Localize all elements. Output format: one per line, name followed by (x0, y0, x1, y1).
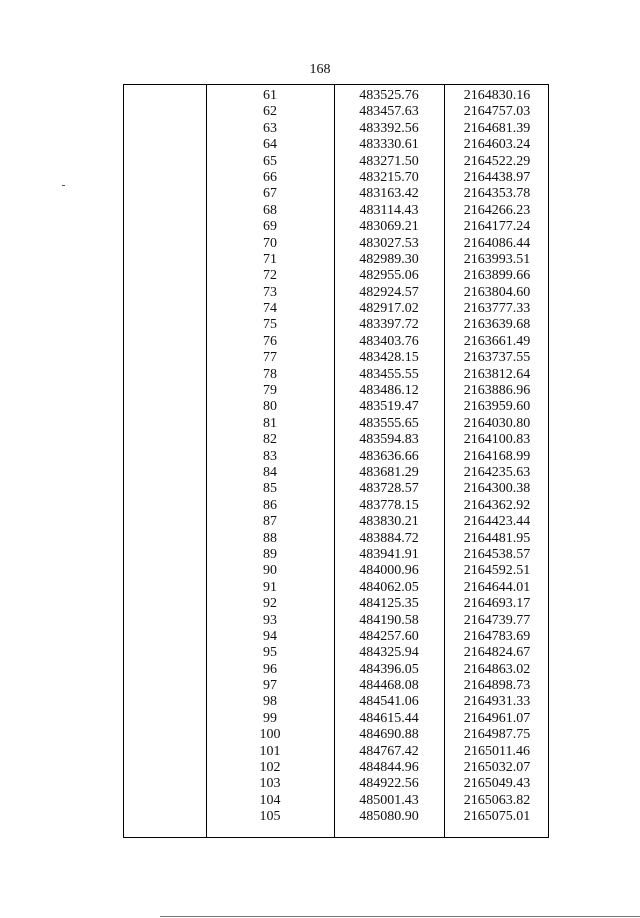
table-row (124, 88, 548, 104)
x-coordinate-cell: 483392.56 (359, 120, 419, 136)
scan-mark (62, 185, 65, 186)
y-coordinate-cell: 2164235.63 (463, 464, 531, 480)
coordinates-table (123, 84, 549, 838)
table-row (124, 285, 548, 301)
table-row (124, 809, 548, 825)
table-row (124, 416, 548, 432)
y-coordinate-cell: 2164898.73 (463, 678, 531, 694)
vertex-number-cell: 72 (263, 268, 277, 284)
y-coordinate-cell: 2164739.77 (463, 612, 531, 628)
vertex-number-cell: 90 (263, 563, 277, 579)
table-row (124, 252, 548, 268)
vertex-number-cell: 82 (263, 432, 277, 448)
vertex-number-cell: 93 (263, 612, 277, 628)
y-coordinate-cell: 2164266.23 (463, 202, 531, 218)
x-coordinate-cell: 484844.96 (359, 760, 419, 776)
vertex-number-cell: 94 (263, 628, 277, 644)
y-coordinate-cell: 2164863.02 (463, 661, 531, 677)
vertex-number-cell: 95 (263, 645, 277, 661)
x-coordinate-cell: 482955.06 (359, 268, 419, 284)
vertex-number-cell: 98 (263, 694, 277, 710)
vertex-number-cell: 99 (263, 710, 277, 726)
vertex-number-cell: 62 (263, 104, 277, 120)
table-row (124, 563, 548, 579)
table-row (124, 629, 548, 645)
table-row (124, 694, 548, 710)
table-row (124, 711, 548, 727)
x-coordinate-cell: 483330.61 (359, 137, 419, 153)
vertex-number-cell: 86 (263, 497, 277, 513)
y-coordinate-cell: 2164030.80 (463, 415, 531, 431)
x-coordinate-cell: 482917.02 (359, 301, 419, 317)
vertex-number-cell: 67 (263, 186, 277, 202)
table-row (124, 170, 548, 186)
vertex-number-cell: 100 (259, 727, 281, 743)
y-coordinate-cell: 2165063.82 (463, 792, 531, 808)
y-coordinate-cell: 2163886.96 (463, 383, 531, 399)
y-coordinate-cell: 2164353.78 (463, 186, 531, 202)
x-coordinate-cell: 483830.21 (359, 514, 419, 530)
vertex-number-cell: 63 (263, 120, 277, 136)
x-coordinate-cell: 482989.30 (359, 251, 419, 267)
table-row (124, 580, 548, 596)
x-coordinate-cell: 484922.56 (359, 776, 419, 792)
vertex-number-cell: 78 (263, 366, 277, 382)
table-row (124, 662, 548, 678)
table-row (124, 678, 548, 694)
table-row (124, 514, 548, 530)
x-coordinate-cell: 484767.42 (359, 743, 419, 759)
vertex-number-cell: 97 (263, 678, 277, 694)
y-coordinate-cell: 2163993.51 (463, 251, 531, 267)
vertex-number-cell: 75 (263, 317, 277, 333)
vertex-number-cell: 85 (263, 481, 277, 497)
table-row (124, 219, 548, 235)
y-coordinate-cell: 2163959.60 (463, 399, 531, 415)
x-coordinate-cell: 484690.88 (359, 727, 419, 743)
table-row (124, 236, 548, 252)
vertex-number-cell: 79 (263, 383, 277, 399)
x-coordinate-cell: 483778.15 (359, 497, 419, 513)
table-body (124, 88, 548, 826)
x-coordinate-cell: 484000.96 (359, 563, 419, 579)
vertex-number-cell: 91 (263, 579, 277, 595)
table-row (124, 137, 548, 153)
vertex-number-cell: 80 (263, 399, 277, 415)
y-coordinate-cell: 2164423.44 (463, 514, 531, 530)
vertex-number-cell: 96 (263, 661, 277, 677)
vertex-number-cell: 92 (263, 596, 277, 612)
vertex-number-cell: 64 (263, 137, 277, 153)
x-coordinate-cell: 484615.44 (359, 710, 419, 726)
vertex-number-cell: 68 (263, 202, 277, 218)
x-coordinate-cell: 484190.58 (359, 612, 419, 628)
x-coordinate-cell: 483397.72 (359, 317, 419, 333)
x-coordinate-cell: 483884.72 (359, 530, 419, 546)
x-coordinate-cell: 484125.35 (359, 596, 419, 612)
table-row (124, 498, 548, 514)
table-row (124, 760, 548, 776)
vertex-number-cell: 105 (259, 809, 281, 825)
table-row (124, 449, 548, 465)
x-coordinate-cell: 483069.21 (359, 219, 419, 235)
table-row (124, 465, 548, 481)
y-coordinate-cell: 2165011.46 (464, 743, 530, 759)
y-coordinate-cell: 2163661.49 (463, 333, 531, 349)
y-coordinate-cell: 2164757.03 (463, 104, 531, 120)
y-coordinate-cell: 2165049.43 (463, 776, 531, 792)
table-row (124, 547, 548, 563)
table-row (124, 645, 548, 661)
table-row (124, 727, 548, 743)
y-coordinate-cell: 2164592.51 (463, 563, 531, 579)
y-coordinate-cell: 2164481.95 (463, 530, 531, 546)
y-coordinate-cell: 2163804.60 (463, 284, 531, 300)
table-row (124, 744, 548, 760)
vertex-number-cell: 71 (263, 251, 277, 267)
vertex-number-cell: 77 (263, 350, 277, 366)
vertex-number-cell: 101 (259, 743, 281, 759)
x-coordinate-cell: 484062.05 (359, 579, 419, 595)
vertex-number-cell: 66 (263, 169, 277, 185)
y-coordinate-cell: 2165075.01 (463, 809, 531, 825)
y-coordinate-cell: 2163639.68 (463, 317, 531, 333)
vertex-number-cell: 89 (263, 546, 277, 562)
vertex-number-cell: 65 (263, 153, 277, 169)
table-row (124, 317, 548, 333)
x-coordinate-cell: 484468.08 (359, 678, 419, 694)
x-coordinate-cell: 483681.29 (359, 464, 419, 480)
table-row (124, 399, 548, 415)
y-coordinate-cell: 2164438.97 (463, 169, 531, 185)
y-coordinate-cell: 2164830.16 (463, 88, 531, 103)
x-coordinate-cell: 484325.94 (359, 645, 419, 661)
vertex-number-cell: 83 (263, 448, 277, 464)
table-row (124, 350, 548, 366)
vertex-number-cell: 102 (259, 760, 281, 776)
x-coordinate-cell: 483519.47 (359, 399, 419, 415)
table-row (124, 432, 548, 448)
x-coordinate-cell: 483428.15 (359, 350, 419, 366)
y-coordinate-cell: 2164522.29 (463, 153, 531, 169)
table-row (124, 367, 548, 383)
page-number: 168 (309, 62, 331, 77)
x-coordinate-cell: 484396.05 (359, 661, 419, 677)
x-coordinate-cell: 483941.91 (359, 546, 419, 562)
y-coordinate-cell: 2163777.33 (463, 301, 531, 317)
vertex-number-cell: 81 (263, 415, 277, 431)
x-coordinate-cell: 483027.53 (359, 235, 419, 251)
y-coordinate-cell: 2164987.75 (463, 727, 531, 743)
table-row (124, 121, 548, 137)
y-coordinate-cell: 2164931.33 (463, 694, 531, 710)
x-coordinate-cell: 483525.76 (359, 88, 419, 103)
x-coordinate-cell: 483555.65 (359, 415, 419, 431)
y-coordinate-cell: 2164603.24 (463, 137, 531, 153)
y-coordinate-cell: 2164824.67 (463, 645, 531, 661)
x-coordinate-cell: 483114.43 (359, 202, 419, 218)
x-coordinate-cell: 485001.43 (359, 792, 419, 808)
y-coordinate-cell: 2164681.39 (463, 120, 531, 136)
y-coordinate-cell: 2164300.38 (463, 481, 531, 497)
table-row (124, 334, 548, 350)
vertex-number-cell: 76 (263, 333, 277, 349)
vertex-number-cell: 61 (263, 88, 277, 103)
vertex-number-cell: 88 (263, 530, 277, 546)
bottom-rule (160, 916, 640, 917)
y-coordinate-cell: 2164693.17 (463, 596, 531, 612)
vertex-number-cell: 103 (259, 776, 281, 792)
y-coordinate-cell: 2164538.57 (463, 546, 531, 562)
table-row (124, 383, 548, 399)
x-coordinate-cell: 484541.06 (359, 694, 419, 710)
vertex-number-cell: 69 (263, 219, 277, 235)
x-coordinate-cell: 484257.60 (359, 628, 419, 644)
x-coordinate-cell: 483728.57 (359, 481, 419, 497)
x-coordinate-cell: 483403.76 (359, 333, 419, 349)
y-coordinate-cell: 2164168.99 (463, 448, 531, 464)
table-row (124, 186, 548, 202)
y-coordinate-cell: 2164086.44 (463, 235, 531, 251)
x-coordinate-cell: 483215.70 (359, 169, 419, 185)
y-coordinate-cell: 2164177.24 (463, 219, 531, 235)
y-coordinate-cell: 2163899.66 (463, 268, 531, 284)
table-row (124, 154, 548, 170)
vertex-number-cell: 87 (263, 514, 277, 530)
x-coordinate-cell: 485080.90 (359, 809, 419, 825)
vertex-number-cell: 84 (263, 464, 277, 480)
y-coordinate-cell: 2164961.07 (463, 710, 531, 726)
table-row (124, 531, 548, 547)
y-coordinate-cell: 2164100.83 (463, 432, 531, 448)
y-coordinate-cell: 2163812.64 (463, 366, 531, 382)
y-coordinate-cell: 2164362.92 (463, 497, 531, 513)
table-row (124, 481, 548, 497)
x-coordinate-cell: 483271.50 (359, 153, 419, 169)
x-coordinate-cell: 483163.42 (359, 186, 419, 202)
vertex-number-cell: 104 (259, 792, 281, 808)
y-coordinate-cell: 2163737.55 (463, 350, 531, 366)
vertex-number-cell: 70 (263, 235, 277, 251)
table-row (124, 613, 548, 629)
vertex-number-cell: 73 (263, 284, 277, 300)
table-row (124, 793, 548, 809)
table-row (124, 776, 548, 792)
x-coordinate-cell: 483457.63 (359, 104, 419, 120)
x-coordinate-cell: 483636.66 (359, 448, 419, 464)
y-coordinate-cell: 2164783.69 (463, 628, 531, 644)
table-row (124, 596, 548, 612)
table-row (124, 268, 548, 284)
table-row (124, 104, 548, 120)
x-coordinate-cell: 483486.12 (359, 383, 419, 399)
table-row (124, 203, 548, 219)
x-coordinate-cell: 482924.57 (359, 284, 419, 300)
y-coordinate-cell: 2165032.07 (463, 760, 531, 776)
table-row (124, 301, 548, 317)
y-coordinate-cell: 2164644.01 (463, 579, 531, 595)
x-coordinate-cell: 483455.55 (359, 366, 419, 382)
vertex-number-cell: 74 (263, 301, 277, 317)
x-coordinate-cell: 483594.83 (359, 432, 419, 448)
